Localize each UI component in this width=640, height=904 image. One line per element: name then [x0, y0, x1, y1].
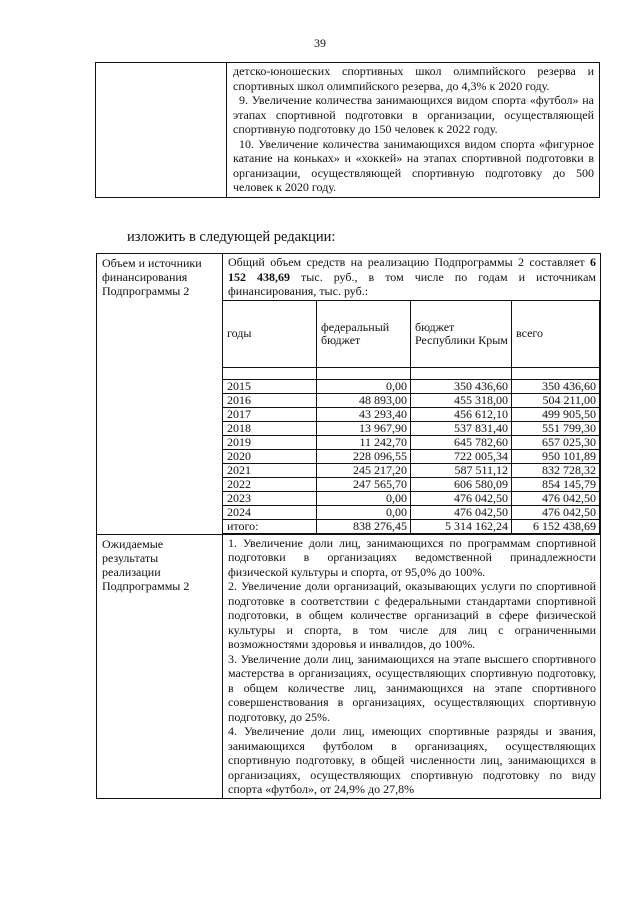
row-total: 854 145,79 [512, 477, 600, 491]
results-row [97, 534, 601, 798]
row-total: 476 042,50 [512, 505, 600, 519]
row-year: 2024 [223, 505, 317, 519]
row-total: 504 211,00 [512, 393, 600, 407]
result-item: 2. Увеличение доли организаций, оказывающих услуги по спортивной подготовке в соответствии с федеральными стандартами спортивной подготовки, в общем количестве организаций в сфере физической культуры и спорта, в том числе для лиц с ограниченными возможностями здоровья и инвалидов, до 100%. [228, 579, 596, 651]
row-year: 2018 [223, 421, 317, 435]
header-total: всего [512, 301, 600, 368]
row-regional: 5 314 162,24 [411, 519, 512, 533]
row-federal: 48 893,00 [317, 393, 411, 407]
financing-row [97, 254, 601, 535]
row-regional: 606 580,09 [411, 477, 512, 491]
summary-text-end: тыс. руб., в том числе по годам и источникам финансирования, тыс. руб.: [228, 269, 596, 298]
table-row [223, 435, 600, 449]
table-row [223, 463, 600, 477]
row-year: 2019 [223, 435, 317, 449]
row-regional: 645 782,60 [411, 435, 512, 449]
table-row [223, 379, 600, 393]
intro-text: изложить в следующей редакции: [127, 229, 336, 245]
financing-summary [223, 254, 600, 301]
prev-paragraph-2: 9. Увеличение количества занимающихся видом спорта «футбол» на этапах спортивной подготовки в организации, осуществляющей спортивную подготовку до 150 человек к 2022 году. [233, 93, 594, 136]
financing-spacer-row [223, 367, 600, 379]
row-total: 950 101,89 [512, 449, 600, 463]
row-regional: 537 831,40 [411, 421, 512, 435]
header-regional: бюджет Республики Крым [411, 301, 512, 368]
summary-total: 6 152 438,69 [228, 255, 596, 284]
row-federal: 13 967,90 [317, 421, 411, 435]
row-regional: 476 042,50 [411, 491, 512, 505]
table-row [223, 477, 600, 491]
result-item: 4. Увеличение доли лиц, имеющих спортивные разряды и звания, занимающихся футболом в организациях, осуществляющих спортивную подготовку, в общей численности лиц, занимающихся в организациях, осуществляющих спортивную подготовку по виду спорта «футбол», от 24,9% до 27,8% [228, 724, 596, 796]
table-row [223, 393, 600, 407]
row-year: 2021 [223, 463, 317, 477]
row-federal: 247 565,70 [317, 477, 411, 491]
row-total: 832 728,32 [512, 463, 600, 477]
header-years: годы [223, 301, 317, 368]
row-year: 2017 [223, 407, 317, 421]
financing-label: Объем и источники финансирования Подпрограммы 2 [97, 254, 223, 535]
row-total: 551 799,30 [512, 421, 600, 435]
table-total-row [223, 519, 600, 533]
financing-table [223, 301, 600, 534]
table-row [223, 505, 600, 519]
row-year: 2022 [223, 477, 317, 491]
page-number: 39 [314, 36, 326, 50]
row-regional: 455 318,00 [411, 393, 512, 407]
summary-text-start: Общий объем средств на реализацию Подпрограммы 2 составляет [228, 255, 590, 269]
row-total: 6 152 438,69 [512, 519, 600, 533]
results-cell [223, 534, 601, 798]
row-regional: 476 042,50 [411, 505, 512, 519]
table-row [223, 407, 600, 421]
row-year: 2023 [223, 491, 317, 505]
row-federal: 0,00 [317, 505, 411, 519]
previous-table-empty-cell [96, 63, 227, 198]
row-federal: 11 242,70 [317, 435, 411, 449]
row-federal: 43 293,40 [317, 407, 411, 421]
row-federal: 245 217,20 [317, 463, 411, 477]
row-total: 350 436,60 [512, 379, 600, 393]
row-federal: 0,00 [317, 491, 411, 505]
row-federal: 0,00 [317, 379, 411, 393]
row-year: 2020 [223, 449, 317, 463]
header-federal: федеральный бюджет [317, 301, 411, 368]
row-regional: 456 612,10 [411, 407, 512, 421]
row-regional: 722 005,34 [411, 449, 512, 463]
prev-paragraph-1: детско-юношеских спортивных школ олимпийского резерва и спортивных школ олимпийского резерва, до 4,3% к 2020 году. [233, 64, 594, 93]
previous-program-table [95, 62, 600, 198]
row-regional: 587 511,12 [411, 463, 512, 477]
row-total: 476 042,50 [512, 491, 600, 505]
row-year: итого: [223, 519, 317, 533]
row-federal: 228 096,55 [317, 449, 411, 463]
row-regional: 350 436,60 [411, 379, 512, 393]
row-year: 2015 [223, 379, 317, 393]
row-year: 2016 [223, 393, 317, 407]
financing-header-row [223, 301, 600, 368]
prev-paragraph-3: 10. Увеличение количества занимающихся видом спорта «фигурное катание на коньках» и «хоккей» на этапах спортивной подготовки в организации, осуществляющей спортивную подготовку до 500 человек к 2020 году. [233, 136, 594, 194]
financing-cell [223, 254, 601, 535]
result-item: 1. Увеличение доли лиц, занимающихся по программам спортивной подготовки в организациях ведомственной принадлежности физической культуры и спорта, от 95,0% до 100%. [228, 535, 596, 579]
previous-table-text-cell [227, 63, 600, 198]
row-total: 499 905,50 [512, 407, 600, 421]
table-row [223, 449, 600, 463]
table-row [223, 491, 600, 505]
row-federal: 838 276,45 [317, 519, 411, 533]
result-item: 3. Увеличение доли лиц, занимающихся на этапе высшего спортивного мастерства в организациях, осуществляющих спортивную подготовку, в общем количестве лиц, занимающихся на этапе спортивного совершенствования в организациях, осуществляющих спортивную подготовку, до 25%. [228, 651, 596, 724]
passport-table [96, 253, 601, 799]
results-label: Ожидаемые результаты реализации Подпрограммы 2 [97, 534, 223, 798]
table-row [223, 421, 600, 435]
row-total: 657 025,30 [512, 435, 600, 449]
